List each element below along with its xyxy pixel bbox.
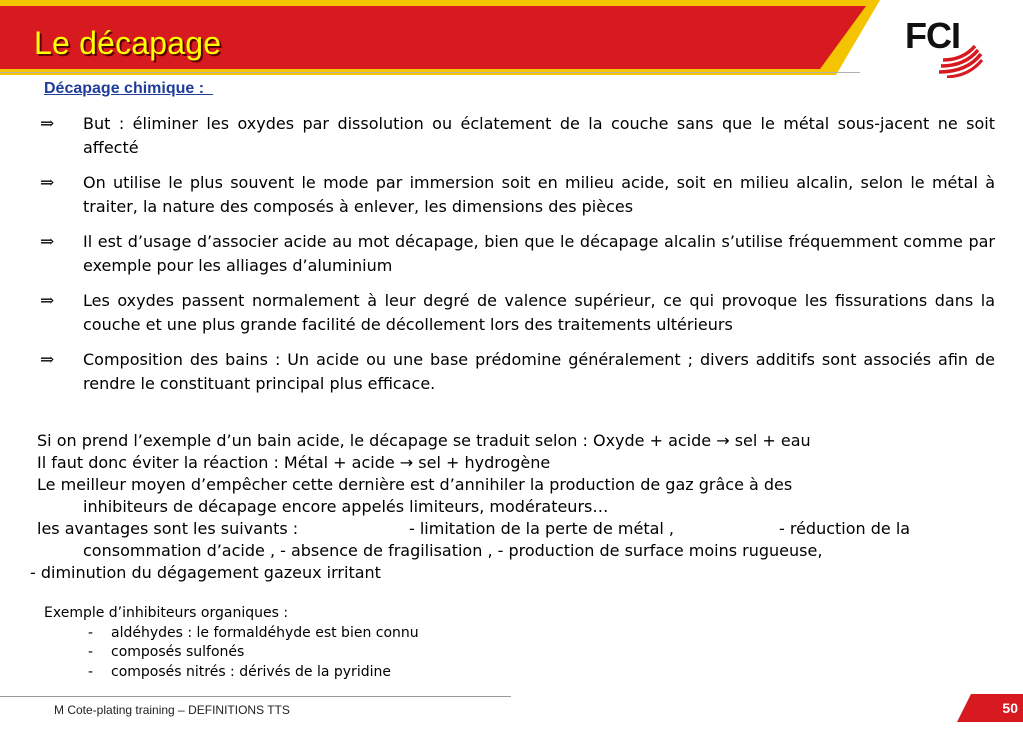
footer-text: M Cote-plating training – DEFINITIONS TTS bbox=[54, 703, 290, 717]
list-item-text: composés sulfonés bbox=[111, 644, 245, 660]
list-item bbox=[44, 663, 419, 683]
dash-marker: - bbox=[88, 663, 94, 680]
implies-arrow-icon: ⇒ bbox=[40, 291, 55, 311]
note-line: Il faut donc éviter la réaction : Métal + acide → sel + hydrogène bbox=[37, 453, 551, 472]
bullet-text: On utilise le plus souvent le mode par immersion soit en milieu acide, soit en milieu alcalin, selon le métal à traiter, la nature des composés à enlever, les dimensions des pièces bbox=[83, 173, 995, 216]
note-line: Si on prend l’exemple d’un bain acide, le décapage se traduit selon : Oxyde + acide → sel + eau bbox=[37, 431, 811, 450]
implies-arrow-icon: ⇒ bbox=[40, 232, 55, 252]
bullet-item bbox=[40, 348, 995, 396]
list-item bbox=[44, 643, 419, 663]
note-line: Le meilleur moyen d’empêcher cette dernière est d’annihiler la production de gaz grâce à des bbox=[37, 475, 793, 494]
list-item bbox=[44, 624, 419, 644]
bullet-text: But : éliminer les oxydes par dissolution ou éclatement de la couche sans que le métal sous-jacent ne soit affecté bbox=[83, 114, 995, 157]
section-subtitle: Décapage chimique : bbox=[44, 80, 213, 97]
note-line: - diminution du dégagement gazeux irritant bbox=[30, 563, 381, 582]
list-item-text: composés nitrés : dérivés de la pyridine bbox=[111, 663, 391, 680]
header-gray-rule bbox=[0, 72, 860, 73]
bullet-text: Les oxydes passent normalement à leur degré de valence supérieur, ce qui provoque les fissurations dans la couche et une plus grande facilité de décollement lors des traitements ultérieurs bbox=[83, 291, 995, 334]
advantages-label: les avantages sont les suivants : bbox=[37, 519, 299, 538]
bullet-list bbox=[40, 112, 995, 407]
bullet-item bbox=[40, 230, 995, 278]
implies-arrow-icon: ⇒ bbox=[40, 114, 55, 134]
bullet-text: Il est d’usage d’associer acide au mot décapage, bien que le décapage alcalin s’utilise fréquemment comme par exemple pour les alliages d’aluminium bbox=[83, 232, 995, 275]
bullet-item bbox=[40, 112, 995, 160]
advantage-item: - réduction de la bbox=[779, 519, 911, 538]
implies-arrow-icon: ⇒ bbox=[40, 350, 55, 370]
note-line: consommation d’acide , - absence de fragilisation , - production de surface moins rugueuse, bbox=[83, 541, 823, 560]
logo-text: FCI bbox=[905, 15, 960, 56]
bullet-item bbox=[40, 289, 995, 337]
footer-divider bbox=[0, 696, 511, 697]
advantages-line bbox=[37, 518, 997, 540]
inhibitor-examples bbox=[44, 604, 419, 682]
page-title: Le décapage bbox=[34, 25, 222, 61]
examples-title: Exemple d’inhibiteurs organiques : bbox=[44, 605, 289, 621]
bullet-text: Composition des bains : Un acide ou une base prédomine généralement ; divers additifs sont associés afin de rendre le constituant principal plus efficace. bbox=[83, 350, 995, 393]
advantage-item: - limitation de la perte de métal , bbox=[409, 519, 675, 538]
bullet-item bbox=[40, 171, 995, 219]
list-item-text: aldéhydes : le formaldéhyde est bien connu bbox=[111, 624, 419, 641]
dash-marker: - bbox=[88, 644, 94, 660]
note-line: inhibiteurs de décapage encore appelés limiteurs, modérateurs… bbox=[83, 497, 609, 516]
implies-arrow-icon: ⇒ bbox=[40, 173, 55, 193]
logo-swoosh-icon bbox=[905, 16, 985, 78]
page-number: 50 bbox=[1002, 700, 1018, 716]
reaction-notes bbox=[30, 430, 997, 584]
dash-marker: - bbox=[88, 624, 94, 641]
fci-logo bbox=[905, 16, 985, 78]
